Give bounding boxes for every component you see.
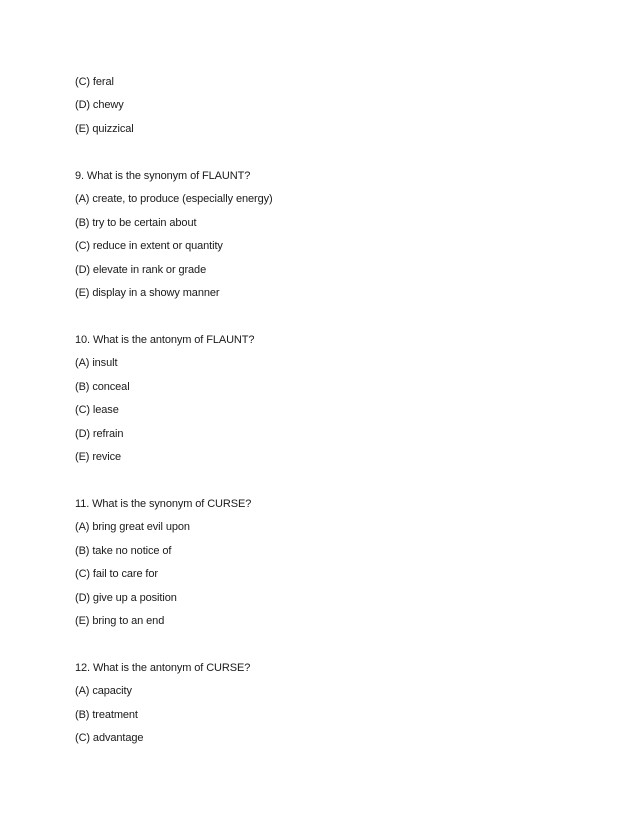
option-line: (B) try to be certain about <box>75 217 197 229</box>
question-prompt: 11. What is the synonym of CURSE? <box>75 498 252 510</box>
option-line: (E) bring to an end <box>75 615 165 627</box>
question-prompt: 9. What is the synonym of FLAUNT? <box>75 170 251 182</box>
option-line: (A) create, to produce (especially energy) <box>75 193 273 205</box>
option-line: (C) reduce in extent or quantity <box>75 240 223 252</box>
option-line: (C) feral <box>75 76 114 88</box>
question-prompt: 12. What is the antonym of CURSE? <box>75 662 251 674</box>
option-line: (E) display in a showy manner <box>75 287 220 299</box>
option-line: (C) fail to care for <box>75 568 158 580</box>
question-prompt: 10. What is the antonym of FLAUNT? <box>75 334 255 346</box>
option-line: (B) treatment <box>75 709 138 721</box>
option-line: (E) revice <box>75 451 122 463</box>
option-line: (D) elevate in rank or grade <box>75 264 207 276</box>
option-line: (A) bring great evil upon <box>75 521 190 533</box>
option-line: (D) chewy <box>75 99 124 111</box>
option-line: (B) take no notice of <box>75 545 172 557</box>
option-line: (D) give up a position <box>75 592 177 604</box>
option-line: (C) advantage <box>75 732 144 744</box>
option-line: (A) insult <box>75 357 118 369</box>
option-line: (E) quizzical <box>75 123 134 135</box>
option-line: (C) lease <box>75 404 119 416</box>
option-line: (B) conceal <box>75 381 130 393</box>
option-line: (A) capacity <box>75 685 132 697</box>
option-line: (D) refrain <box>75 428 124 440</box>
